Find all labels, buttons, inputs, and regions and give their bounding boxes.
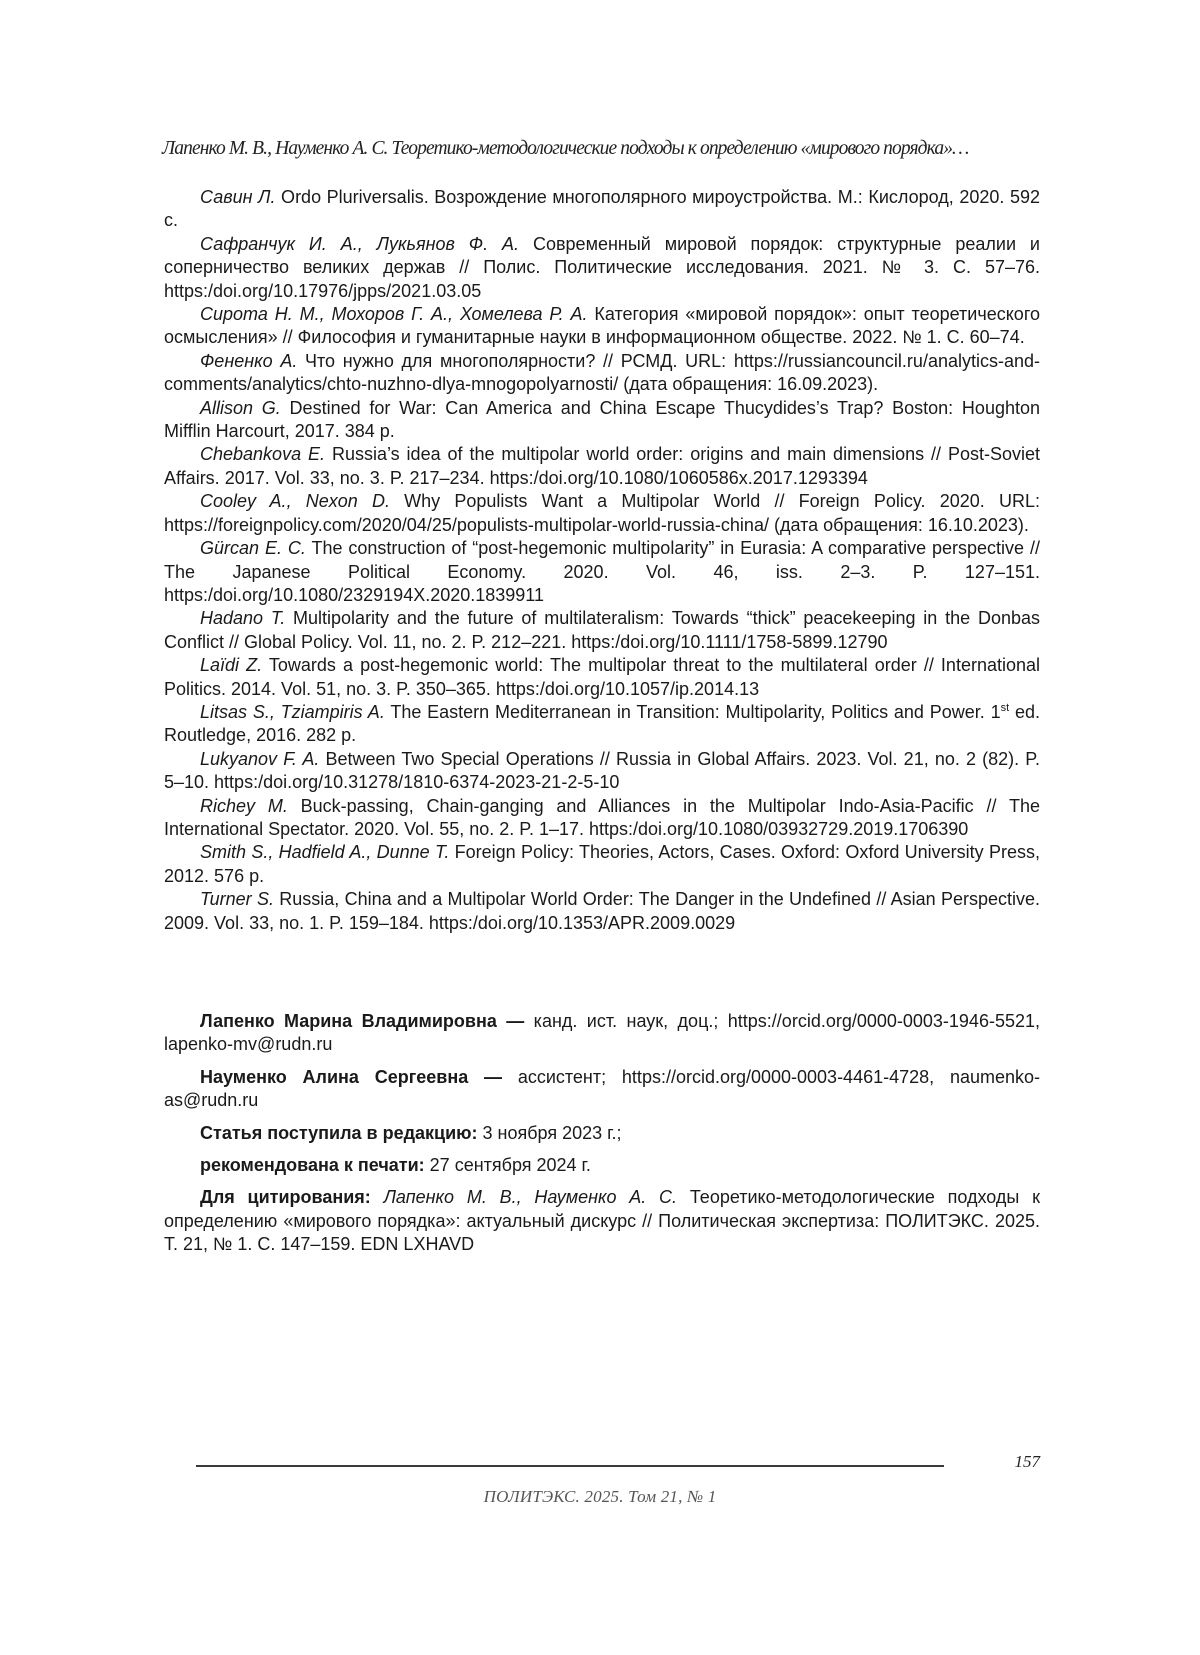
citation-text: Теоретико-методологические подходы к определению «мирового порядка»: актуальный дискурс // Политическая экспертиза: ПОЛИТЭКС. 2025. Т. 21, № 1. С. 147–159. EDN LXHAVD: [164, 1187, 1040, 1255]
reference-author: Chebankova E.: [200, 444, 326, 465]
reference-text: Ordo Pluriversalis. Возрождение многополярного мироустройства. М.: Кислород, 2020. 592 с.: [164, 187, 1040, 231]
journal-footer: ПОЛИТЭКС. 2025. Том 21, № 1: [483, 1487, 717, 1506]
author-info: [164, 1010, 1040, 1057]
reference-author: Сафранчук И. А., Лукьянов Ф. А.: [200, 233, 520, 254]
reference-item: [164, 186, 1040, 233]
reference-item: [164, 607, 1040, 654]
reference-item: [164, 303, 1040, 350]
received-date: [164, 1122, 1040, 1145]
author-name: Науменко Алина Сергеевна —: [200, 1066, 503, 1087]
reference-item: [164, 888, 1040, 935]
article-info: [164, 1010, 1040, 1266]
reference-superscript: st: [1000, 701, 1010, 714]
reference-text: Multipolarity and the future of multilateralism: Towards “thick” peacekeeping in the Donbas Conflict // Global Policy. Vol. 11, no. 2. P. 212–221. https:/doi.org/10.1111/1758-5899.12790: [164, 608, 1040, 652]
reference-item: [164, 233, 1040, 303]
reference-item: [164, 537, 1040, 607]
reference-item: [164, 654, 1040, 701]
reference-author: Richey M.: [200, 795, 288, 816]
reference-text-cont: ed. Routledge, 2016. 282 p.: [164, 701, 1041, 746]
reference-text: Buck-passing, Chain-ganging and Alliances in the Multipolar Indo-Asia-Pacific // The International Spectator. 2020. Vol. 55, no. 2. P. 1–17. https:/doi.org/10.1080/03932729.2019.1706390: [164, 795, 1040, 839]
page-number: 157: [1014, 1452, 1040, 1471]
reference-item: [164, 490, 1040, 537]
accepted-date: [164, 1154, 1040, 1177]
reference-author: Laïdi Z.: [200, 655, 263, 676]
author-details: ассистент; https://orcid.org/0000-0003-4461-4728, naumenko-as@rudn.ru: [164, 1066, 1040, 1111]
reference-author: Turner S.: [200, 889, 274, 910]
citation-authors: Лапенко М. В., Науменко А. С.: [370, 1187, 678, 1208]
reference-author: Allison G.: [200, 397, 281, 418]
reference-author: Hadano T.: [200, 608, 286, 629]
reference-text: Why Populists Want a Multipolar World // Foreign Policy. 2020. URL: https://foreignpolicy.com/2020/04/25/populists-multipolar-world-russia-china/ (дата обращения: 16.10.2023).: [164, 491, 1040, 535]
reference-author: Lukyanov F. A.: [200, 748, 320, 769]
reference-author: Litsas S., Tziampiris A.: [200, 701, 385, 722]
received-label: Статья поступила в редакцию:: [200, 1122, 478, 1143]
reference-text: Что нужно для многополярности? // РСМД. URL: https://russiancouncil.ru/analytics-and-comments/analytics/chto-nuzhno-dlya-mnogopolyarnosti/ (дата обращения: 16.09.2023).: [164, 350, 1040, 395]
reference-item: [164, 397, 1040, 444]
reference-author: Gürcan E. C.: [200, 538, 306, 559]
reference-list: [164, 186, 1040, 935]
reference-author: Smith S., Hadfield A., Dunne T.: [200, 842, 450, 863]
reference-author: Cooley A., Nexon D.: [200, 491, 390, 512]
reference-item: [164, 841, 1040, 888]
reference-text: Russia, China and a Multipolar World Order: The Danger in the Undefined // Asian Perspective. 2009. Vol. 33, no. 1. P. 159–184. https:/doi.org/10.1353/APR.2009.0029: [164, 889, 1041, 933]
reference-author: Сирота Н. М., Мохоров Г. А., Хомелева Р. А.: [200, 304, 588, 325]
received-value: 3 ноября 2023 г.;: [477, 1122, 622, 1143]
accepted-label: рекомендована к печати:: [200, 1155, 425, 1176]
reference-author: Фененко А.: [200, 350, 298, 371]
reference-text: Russia’s idea of the multipolar world order: origins and main dimensions // Post-Soviet Affairs. 2017. Vol. 33, no. 3. P. 217–234. https:/doi.org/10.1080/1060586x.2017.1293394: [164, 444, 1040, 488]
reference-item: [164, 701, 1040, 748]
reference-item: [164, 350, 1040, 397]
reference-text: Towards a post-hegemonic world: The multipolar threat to the multilateral order // International Politics. 2014. Vol. 51, no. 3. P. 350–365. https:/doi.org/10.1057/ip.2014.13: [164, 655, 1041, 699]
citation-label: Для цитирования:: [200, 1187, 371, 1208]
running-head: Лапенко М. В., Науменко А. С. Теоретико-методологические подходы к определению «мирового порядка»…: [162, 138, 969, 159]
reference-item: [164, 795, 1040, 842]
reference-text: The Eastern Mediterranean in Transition: Multipolarity, Politics and Power. 1: [384, 701, 1001, 722]
reference-item: [164, 748, 1040, 795]
footer-rule: [196, 1465, 944, 1467]
citation: [164, 1186, 1040, 1256]
reference-item: [164, 443, 1040, 490]
accepted-value: 27 сентября 2024 г.: [424, 1155, 591, 1176]
reference-author: Савин Л.: [200, 187, 276, 207]
reference-text: Between Two Special Operations // Russia in Global Affairs. 2023. Vol. 21, no. 2 (82). P. 5–10. https:/doi.org/10.31278/1810-6374-2023-21-2-5-10: [164, 748, 1040, 793]
reference-text: The construction of “post-hegemonic multipolarity” in Eurasia: A comparative perspective // The Japanese Political Economy. 2020. Vol. 46, iss. 2–3. P. 127–151. https:/doi.org/10.1080/2329194X.2020.1839911: [164, 538, 1040, 605]
author-info: [164, 1066, 1040, 1113]
reference-text: Destined for War: Can America and China Escape Thucydides’s Trap? Boston: Houghton Mifflin Harcourt, 2017. 384 p.: [164, 397, 1040, 442]
reference-text: Foreign Policy: Theories, Actors, Cases. Oxford: Oxford University Press, 2012. 576 p.: [164, 842, 1040, 886]
author-name: Лапенко Марина Владимировна —: [200, 1011, 525, 1031]
author-details: канд. ист. наук, доц.; https://orcid.org/0000-0003-1946-5521, lapenko-mv@rudn.ru: [164, 1011, 1040, 1055]
reference-text: Современный мировой порядок: структурные реалии и соперничество великих держав // Полис. Политические исследования. 2021. № 3. С. 57–76. https:/doi.org/10.17976/jpps/2021.03.05: [164, 233, 1040, 301]
reference-text: Категория «мировой порядок»: опыт теоретического осмысления» // Философия и гуманитарные науки в информационном обществе. 2022. № 1. С. 60–74.: [164, 304, 1040, 348]
